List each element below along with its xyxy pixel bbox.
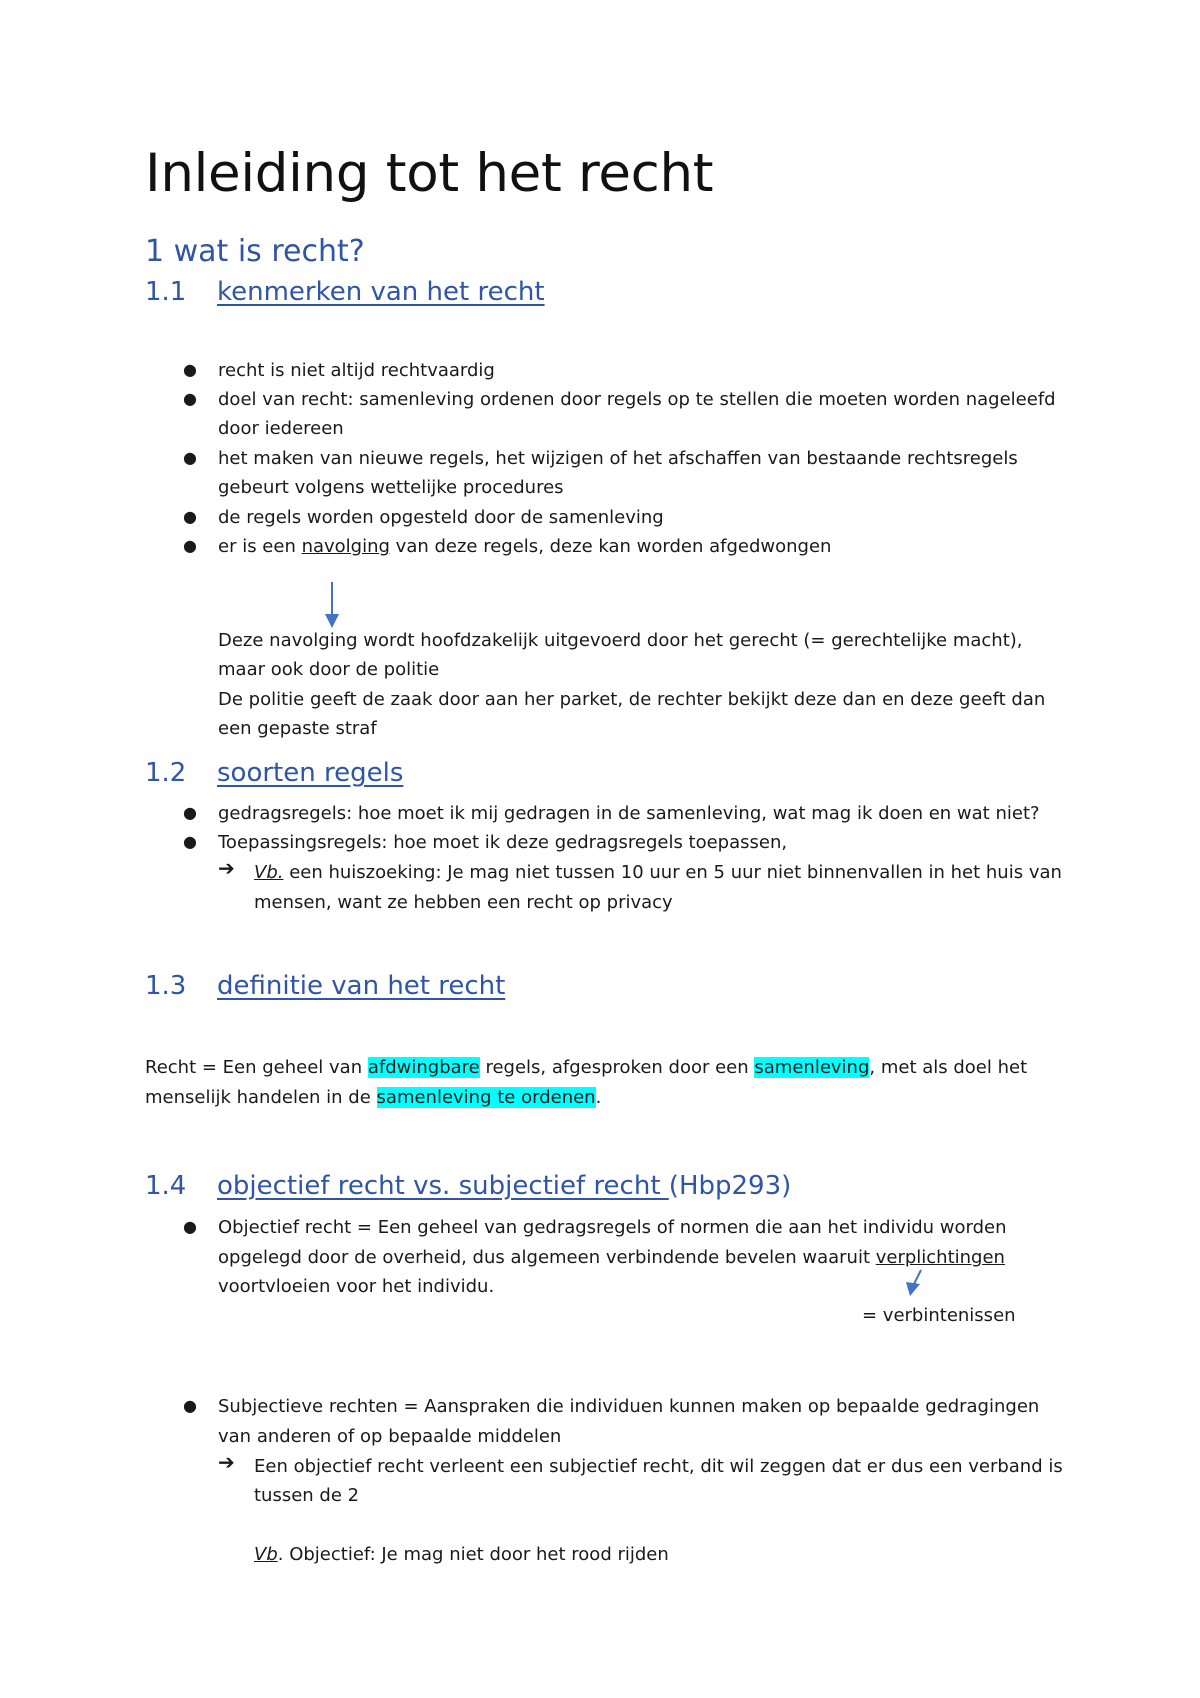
list-item-continuation: van anderen of op bepaalde middelen: [218, 1426, 562, 1447]
list-item: Toepassingsregels: hoe moet ik deze gedragsregels toepassen,: [218, 832, 788, 853]
bullet-icon: ●: [183, 360, 197, 379]
list-item: gedragsregels: hoe moet ik mij gedragen in de samenleving, wat mag ik doen en wat niet?: [218, 803, 1040, 824]
down-arrow-icon: [903, 1268, 927, 1298]
paragraph-line: De politie geeft de zaak door aan her parket, de rechter bekijkt deze dan en deze geeft dan: [218, 689, 1046, 710]
down-arrow-icon: [322, 580, 342, 630]
definition-line: Recht = Een geheel van afdwingbare regels, afgesproken door een samenleving, met als doel het: [145, 1057, 1028, 1078]
list-item-continuation: voortvloeien voor het individu.: [218, 1276, 495, 1297]
section-title: soorten regels: [217, 758, 404, 788]
section-title: objectief recht vs. subjectief recht: [217, 1171, 669, 1201]
section-reference: (Hbp293): [668, 1171, 792, 1201]
document-title: Inleiding tot het recht: [145, 143, 714, 204]
section-heading-1-1: [145, 277, 545, 307]
bullet-icon: ●: [183, 536, 197, 555]
section-heading-1-4: [145, 1171, 791, 1201]
arrow-line-continuation: tussen de 2: [254, 1485, 360, 1506]
right-arrow-icon: ➔: [218, 1450, 235, 1474]
bullet-icon: ●: [183, 832, 197, 851]
highlight: samenleving: [754, 1057, 870, 1078]
bullet-icon: ●: [183, 448, 197, 467]
paragraph-line: Deze navolging wordt hoofdzakelijk uitgevoerd door het gerecht (= gerechtelijke macht),: [218, 630, 1023, 651]
list-item-continuation: opgelegd door de overheid, dus algemeen verbindende bevelen waaruit verplichtingen: [218, 1247, 1005, 1268]
section-number: 1.3: [145, 971, 187, 1001]
section-number: 1.4: [145, 1171, 187, 1201]
section-number: 1.1: [145, 277, 187, 307]
example-line: Vb. Objectief: Je mag niet door het rood rijden: [254, 1544, 669, 1565]
section-title: definitie van het recht: [217, 971, 506, 1001]
bullet-icon: ●: [183, 389, 197, 408]
paragraph-line: maar ook door de politie: [218, 659, 440, 680]
list-item: de regels worden opgesteld door de samenleving: [218, 507, 664, 528]
right-arrow-icon: ➔: [218, 856, 235, 880]
arrow-line: Een objectief recht verleent een subjectief recht, dit wil zeggen dat er dus een verband is: [254, 1456, 1063, 1477]
paragraph-line: een gepaste straf: [218, 718, 377, 739]
list-item-continuation: gebeurt volgens wettelijke procedures: [218, 477, 564, 498]
bullet-icon: ●: [183, 803, 197, 822]
definition-line: menselijk handelen in de samenleving te ordenen.: [145, 1087, 602, 1108]
list-item: het maken van nieuwe regels, het wijzigen of het afschaffen van bestaande rechtsregels: [218, 448, 1018, 469]
bullet-icon: ●: [183, 1217, 197, 1236]
section-title: kenmerken van het recht: [217, 277, 545, 307]
highlight: samenleving te ordenen: [376, 1087, 596, 1108]
section-heading-1-2: [145, 758, 403, 788]
bullet-icon: ●: [183, 507, 197, 526]
list-item: Objectief recht = Een geheel van gedragsregels of normen die aan het individu worden: [218, 1217, 1007, 1238]
section-number: 1.2: [145, 758, 187, 788]
example-line: Vb. een huiszoeking: Je mag niet tussen 10 uur en 5 uur niet binnenvallen in het huis van: [254, 862, 1062, 883]
highlight: afdwingbare: [367, 1057, 480, 1078]
list-item-continuation: door iedereen: [218, 418, 344, 439]
bullet-icon: ●: [183, 1396, 197, 1415]
chapter-heading: 1 wat is recht?: [145, 234, 365, 269]
list-item: er is een navolging van deze regels, deze kan worden afgedwongen: [218, 536, 832, 557]
section-heading-1-3: [145, 971, 505, 1001]
list-item: doel van recht: samenleving ordenen door regels op te stellen die moeten worden nageleefd: [218, 389, 1056, 410]
list-item: Subjectieve rechten = Aanspraken die individuen kunnen maken op bepaalde gedragingen: [218, 1396, 1040, 1417]
side-note: = verbintenissen: [862, 1305, 1016, 1326]
example-line-continuation: mensen, want ze hebben een recht op privacy: [254, 892, 673, 913]
list-item: recht is niet altijd rechtvaardig: [218, 360, 495, 381]
